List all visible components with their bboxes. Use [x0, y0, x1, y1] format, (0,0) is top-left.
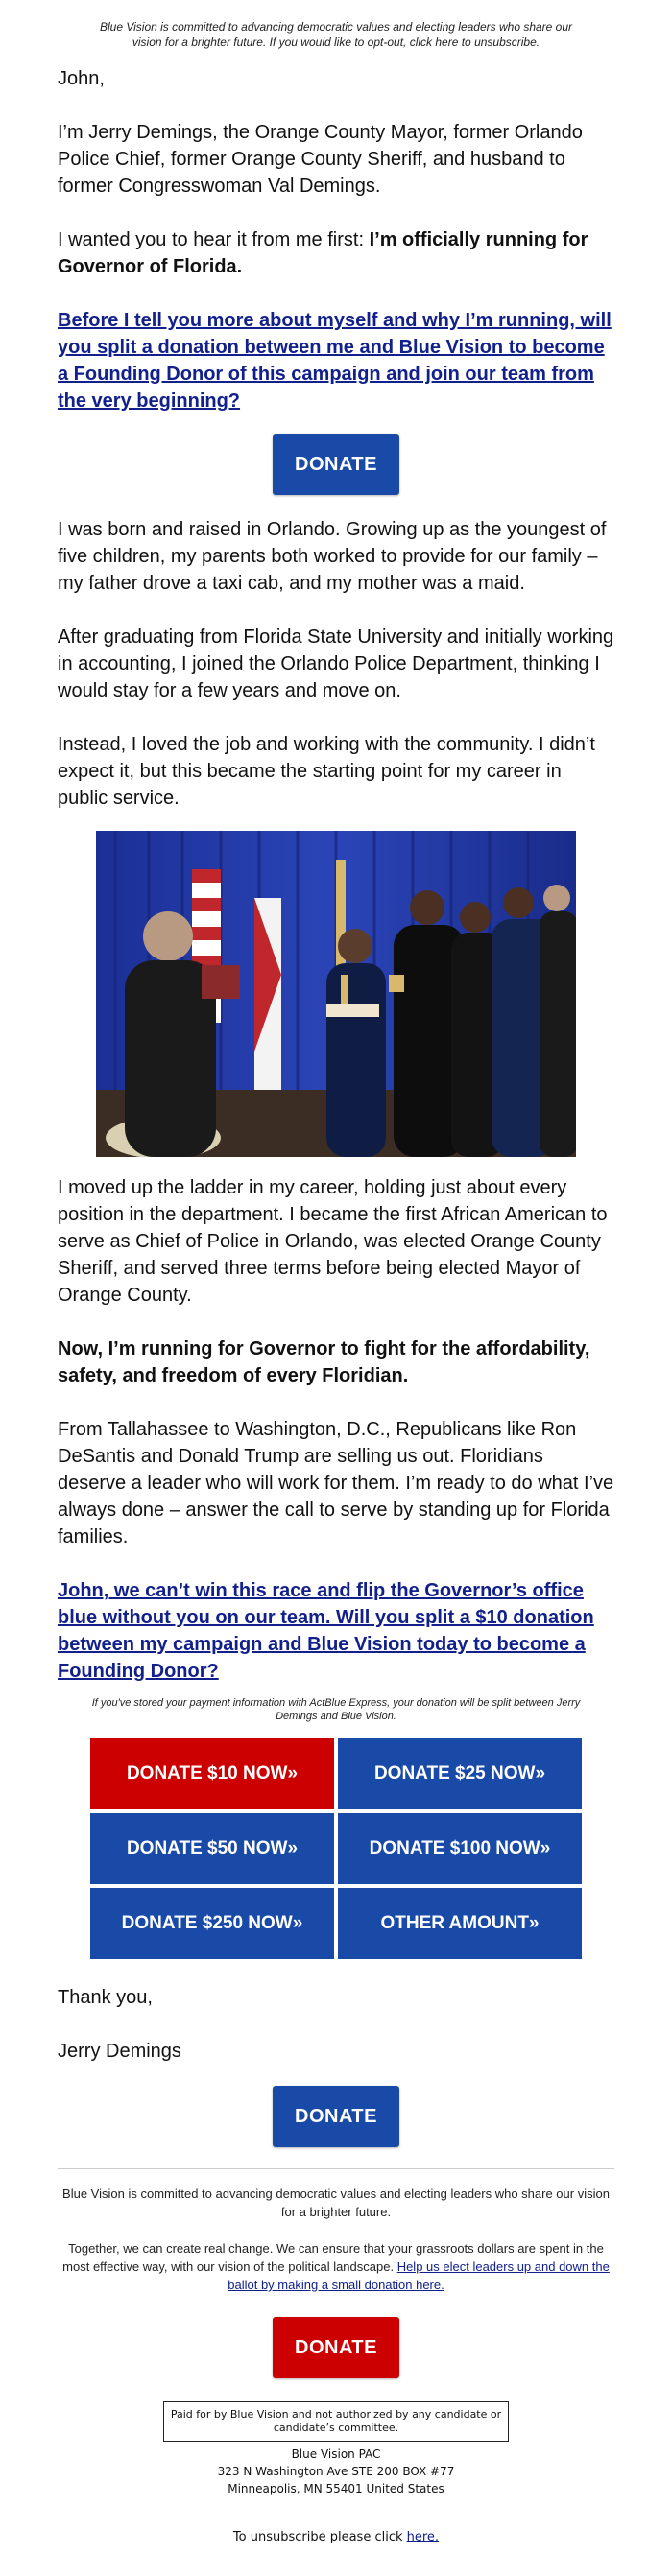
donate-50-button[interactable]: DONATE $50 NOW»: [90, 1813, 334, 1884]
donate-amount-grid: [90, 1738, 582, 1959]
split-donation-link[interactable]: John, we can’t win this race and flip the Governor’s office blue without you on our team. Will you split a $10 donation between my campaign and Blue Vision today to become a Founding Donor?: [58, 1580, 594, 1682]
address-line-3: Minneapolis, MN 55401 United States: [228, 2482, 444, 2495]
unsubscribe-link[interactable]: here.: [406, 2530, 440, 2544]
photo-illustration: [96, 831, 576, 1157]
actblue-note: If you've stored your payment information with ActBlue Express, your donation will be split between Jerry Demings and Blue Vision.: [91, 1697, 581, 1722]
founding-donor-link[interactable]: Before I tell you more about myself and why I’m running, will you split a donation between me and Blue Vision to become a Founding Donor of this campaign and join our team from the very beginning?: [58, 310, 612, 412]
address-line-2: 323 N Washington Ave STE 200 BOX #77: [217, 2465, 455, 2478]
paid-for-disclaimer: Paid for by Blue Vision and not authorized by any candidate or candidate’s committee.: [163, 2401, 509, 2442]
ladder-paragraph: I moved up the ladder in my career, holding just about every position in the department. I became the first African American to serve as Chief of Police in Orlando, was elected Orange County Sheriff, and served three terms before being elected Mayor of Orange County.: [58, 1177, 608, 1306]
announcement-paragraph: [58, 226, 614, 280]
donate-250-button[interactable]: DONATE $250 NOW»: [90, 1888, 334, 1959]
footer-together: [0, 2239, 672, 2294]
swearing-in-photo: [96, 831, 576, 1157]
other-amount-button[interactable]: OTHER AMOUNT»: [338, 1888, 582, 1959]
intro-paragraph: I’m Jerry Demings, the Orange County Mayor, former Orlando Police Chief, former Orange County Sheriff, and husband to former Congresswoman Val Demings.: [58, 122, 583, 197]
letter-content: [0, 50, 672, 414]
signature: Jerry Demings: [58, 2041, 181, 2062]
thanks-text: Thank you,: [58, 1987, 153, 2008]
fsu-paragraph: After graduating from Florida State University and initially working in accounting, I joined the Orlando Police Department, thinking I would stay for a few years and move on.: [58, 626, 614, 701]
donate-25-button[interactable]: DONATE $25 NOW»: [338, 1738, 582, 1809]
signoff: [0, 1984, 672, 2065]
campaign-section: [0, 1174, 672, 1685]
tallahassee-paragraph: From Tallahassee to Washington, D.C., Republicans like Ron DeSantis and Donald Trump are selling us out. Floridians deserve a leader who will work for them. I’m ready to do what I’ve always done – answer the call to serve by standing up for Florida families.: [58, 1419, 614, 1548]
donate-100-button[interactable]: DONATE $100 NOW»: [338, 1813, 582, 1884]
donate-button-footer[interactable]: DONATE: [273, 2317, 399, 2378]
unsubscribe-text: To unsubscribe please click: [232, 2530, 407, 2544]
donate-row-top: [0, 434, 672, 495]
small-donation-link[interactable]: Help us elect leaders up and down the ballot by making a small donation here.: [228, 2259, 610, 2292]
announcement-bold: I’m officially running for Governor of Florida.: [58, 229, 588, 277]
career-start-paragraph: Instead, I loved the job and working with the community. I didn’t expect it, but this became the starting point for my career in public service.: [58, 734, 595, 809]
greeting: John,: [58, 68, 105, 89]
footer-mission: Blue Vision is committed to advancing democratic values and electing leaders who share our vision for a brighter future.: [62, 2186, 610, 2219]
donate-button-bottom[interactable]: DONATE: [273, 2086, 399, 2147]
running-paragraph: Now, I’m running for Governor to fight for the affordability, safety, and freedom of every Floridian.: [58, 1338, 590, 1386]
born-paragraph: I was born and raised in Orlando. Growing up as the youngest of five children, my parents both worked to provide for our family – my father drove a taxi cab, and my mother was a maid.: [58, 519, 607, 594]
donate-10-button[interactable]: DONATE $10 NOW»: [90, 1738, 334, 1809]
address-line-1: Blue Vision PAC: [291, 2447, 381, 2461]
bio-section: [0, 516, 672, 812]
donate-button-top[interactable]: DONATE: [273, 434, 399, 495]
unsubscribe-line: [0, 2530, 672, 2544]
donate-row-bottom: [0, 2086, 672, 2147]
announcement-prefix: I wanted you to hear it from me first:: [58, 229, 370, 250]
preheader-text[interactable]: Blue Vision is committed to advancing democratic values and electing leaders who share our vision for a brighter future. If you would like to opt-out, click here to unsubscribe.: [99, 20, 573, 49]
donate-row-footer: [0, 2317, 672, 2378]
footer-together-text: Together, we can create real change. We can ensure that your grassroots dollars are spent in the most effective way, with our vision of the political landscape.: [62, 2241, 604, 2274]
